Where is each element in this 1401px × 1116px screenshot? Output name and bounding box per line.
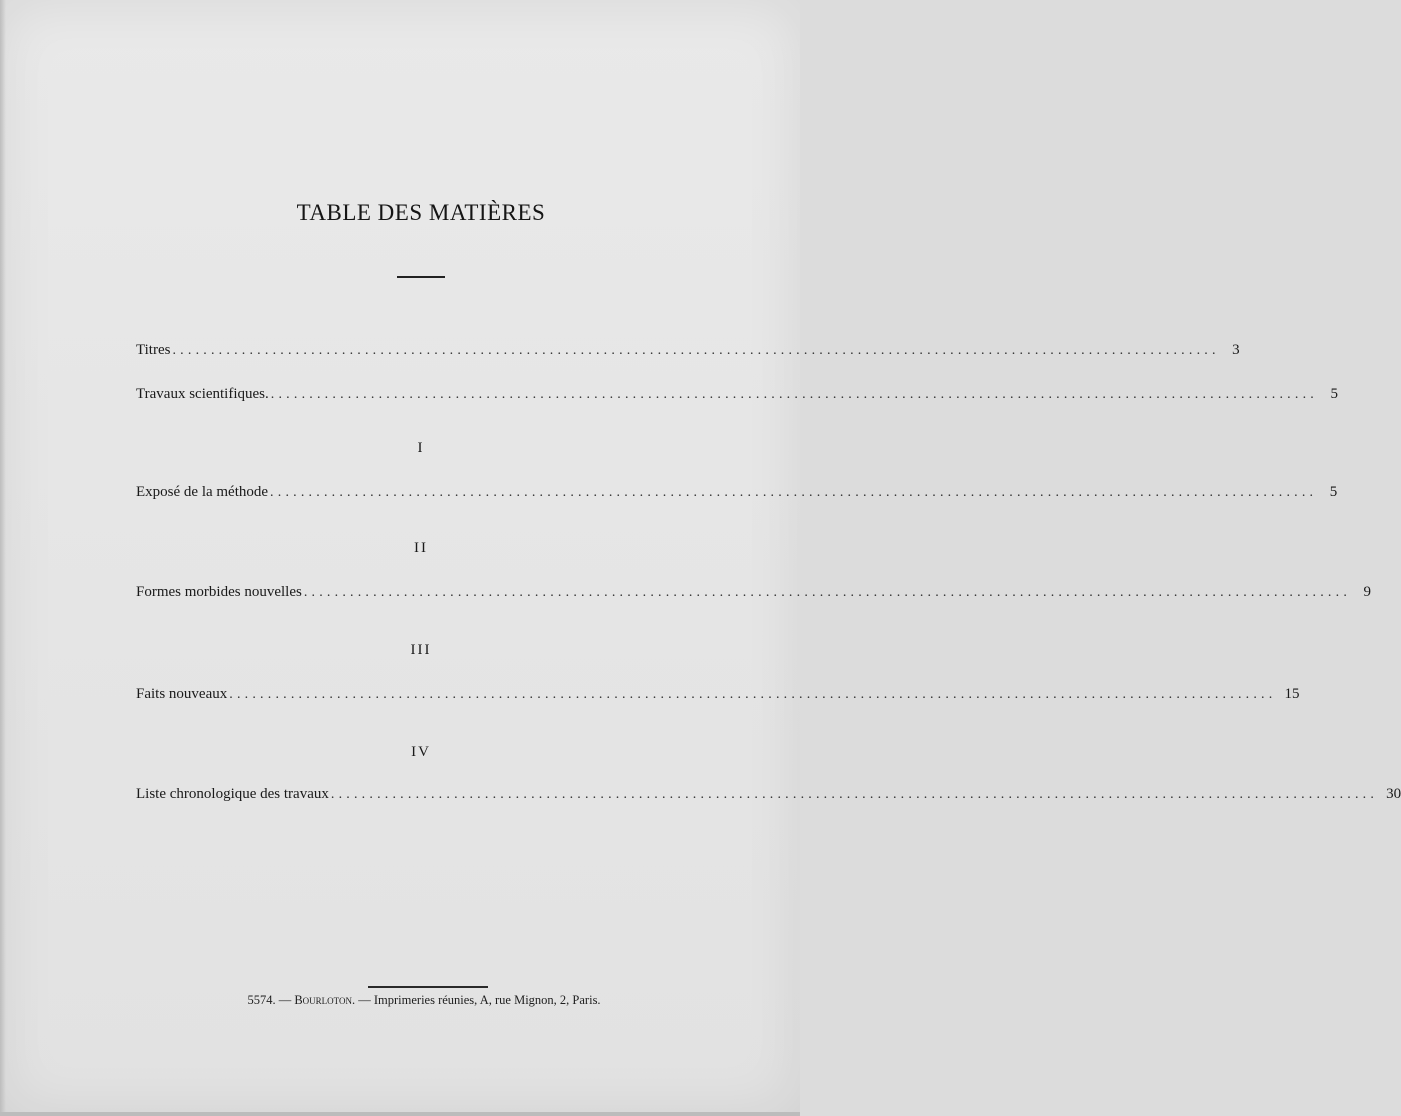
toc-entry-label: Travaux scientifiques. [136, 386, 269, 402]
toc-entry-page: 5 [1329, 484, 1338, 500]
imprint-number: 5574. — [247, 993, 295, 1007]
dot-leader: ........................................................................................................................................ [270, 485, 1318, 500]
toc-entry-label: Titres [136, 342, 171, 358]
section-number-i: I [417, 440, 425, 456]
toc-entry-label: Liste chronologique des travaux [136, 786, 329, 802]
toc-entry-faits-nouveaux [136, 686, 1300, 708]
toc-entry-page: 15 [1284, 686, 1300, 702]
toc-entry-page: 9 [1363, 584, 1372, 600]
imprint-address: — Imprimeries réunies, A, rue Mignon, 2, Paris. [355, 993, 601, 1007]
dot-leader: ........................................................................................................................................ [330, 787, 1379, 802]
footer-divider [368, 986, 488, 988]
section-number-iii: III [410, 642, 432, 658]
page-bottom-edge [0, 1112, 800, 1116]
toc-entry-formes-morbides [136, 584, 1372, 606]
toc-entry-page: 30 [1386, 786, 1401, 802]
title-divider [397, 276, 445, 278]
dot-leader: ........................................................................................................................................ [303, 585, 1352, 600]
toc-entry-page: 5 [1330, 386, 1338, 402]
toc-entry-label: Faits nouveaux [136, 686, 228, 702]
toc-entry-label: Formes morbides nouvelles [136, 584, 302, 600]
dot-leader: ........................................................................................................................................ [172, 343, 1220, 358]
toc-entry-expose-methode [136, 484, 1338, 506]
printer-imprint [0, 993, 848, 1008]
section-number-ii: II [414, 540, 428, 556]
toc-entry-travaux-scientifiques [136, 386, 1338, 408]
toc-entry-liste-chronologique [136, 786, 1401, 808]
dot-leader: ........................................................................................................................................ [270, 387, 1318, 402]
page-title: TABLE DES MATIÈRES [296, 200, 546, 225]
section-number-iv: IV [411, 744, 431, 760]
toc-entry-label: Exposé de la méthode [136, 484, 269, 500]
toc-entry-page: 3 [1232, 342, 1240, 358]
toc-entry-titres [136, 342, 1240, 364]
imprint-printer: Bourloton. [294, 993, 356, 1007]
page-edge-shadow [0, 0, 6, 1116]
dot-leader: ........................................................................................................................................ [229, 687, 1277, 702]
